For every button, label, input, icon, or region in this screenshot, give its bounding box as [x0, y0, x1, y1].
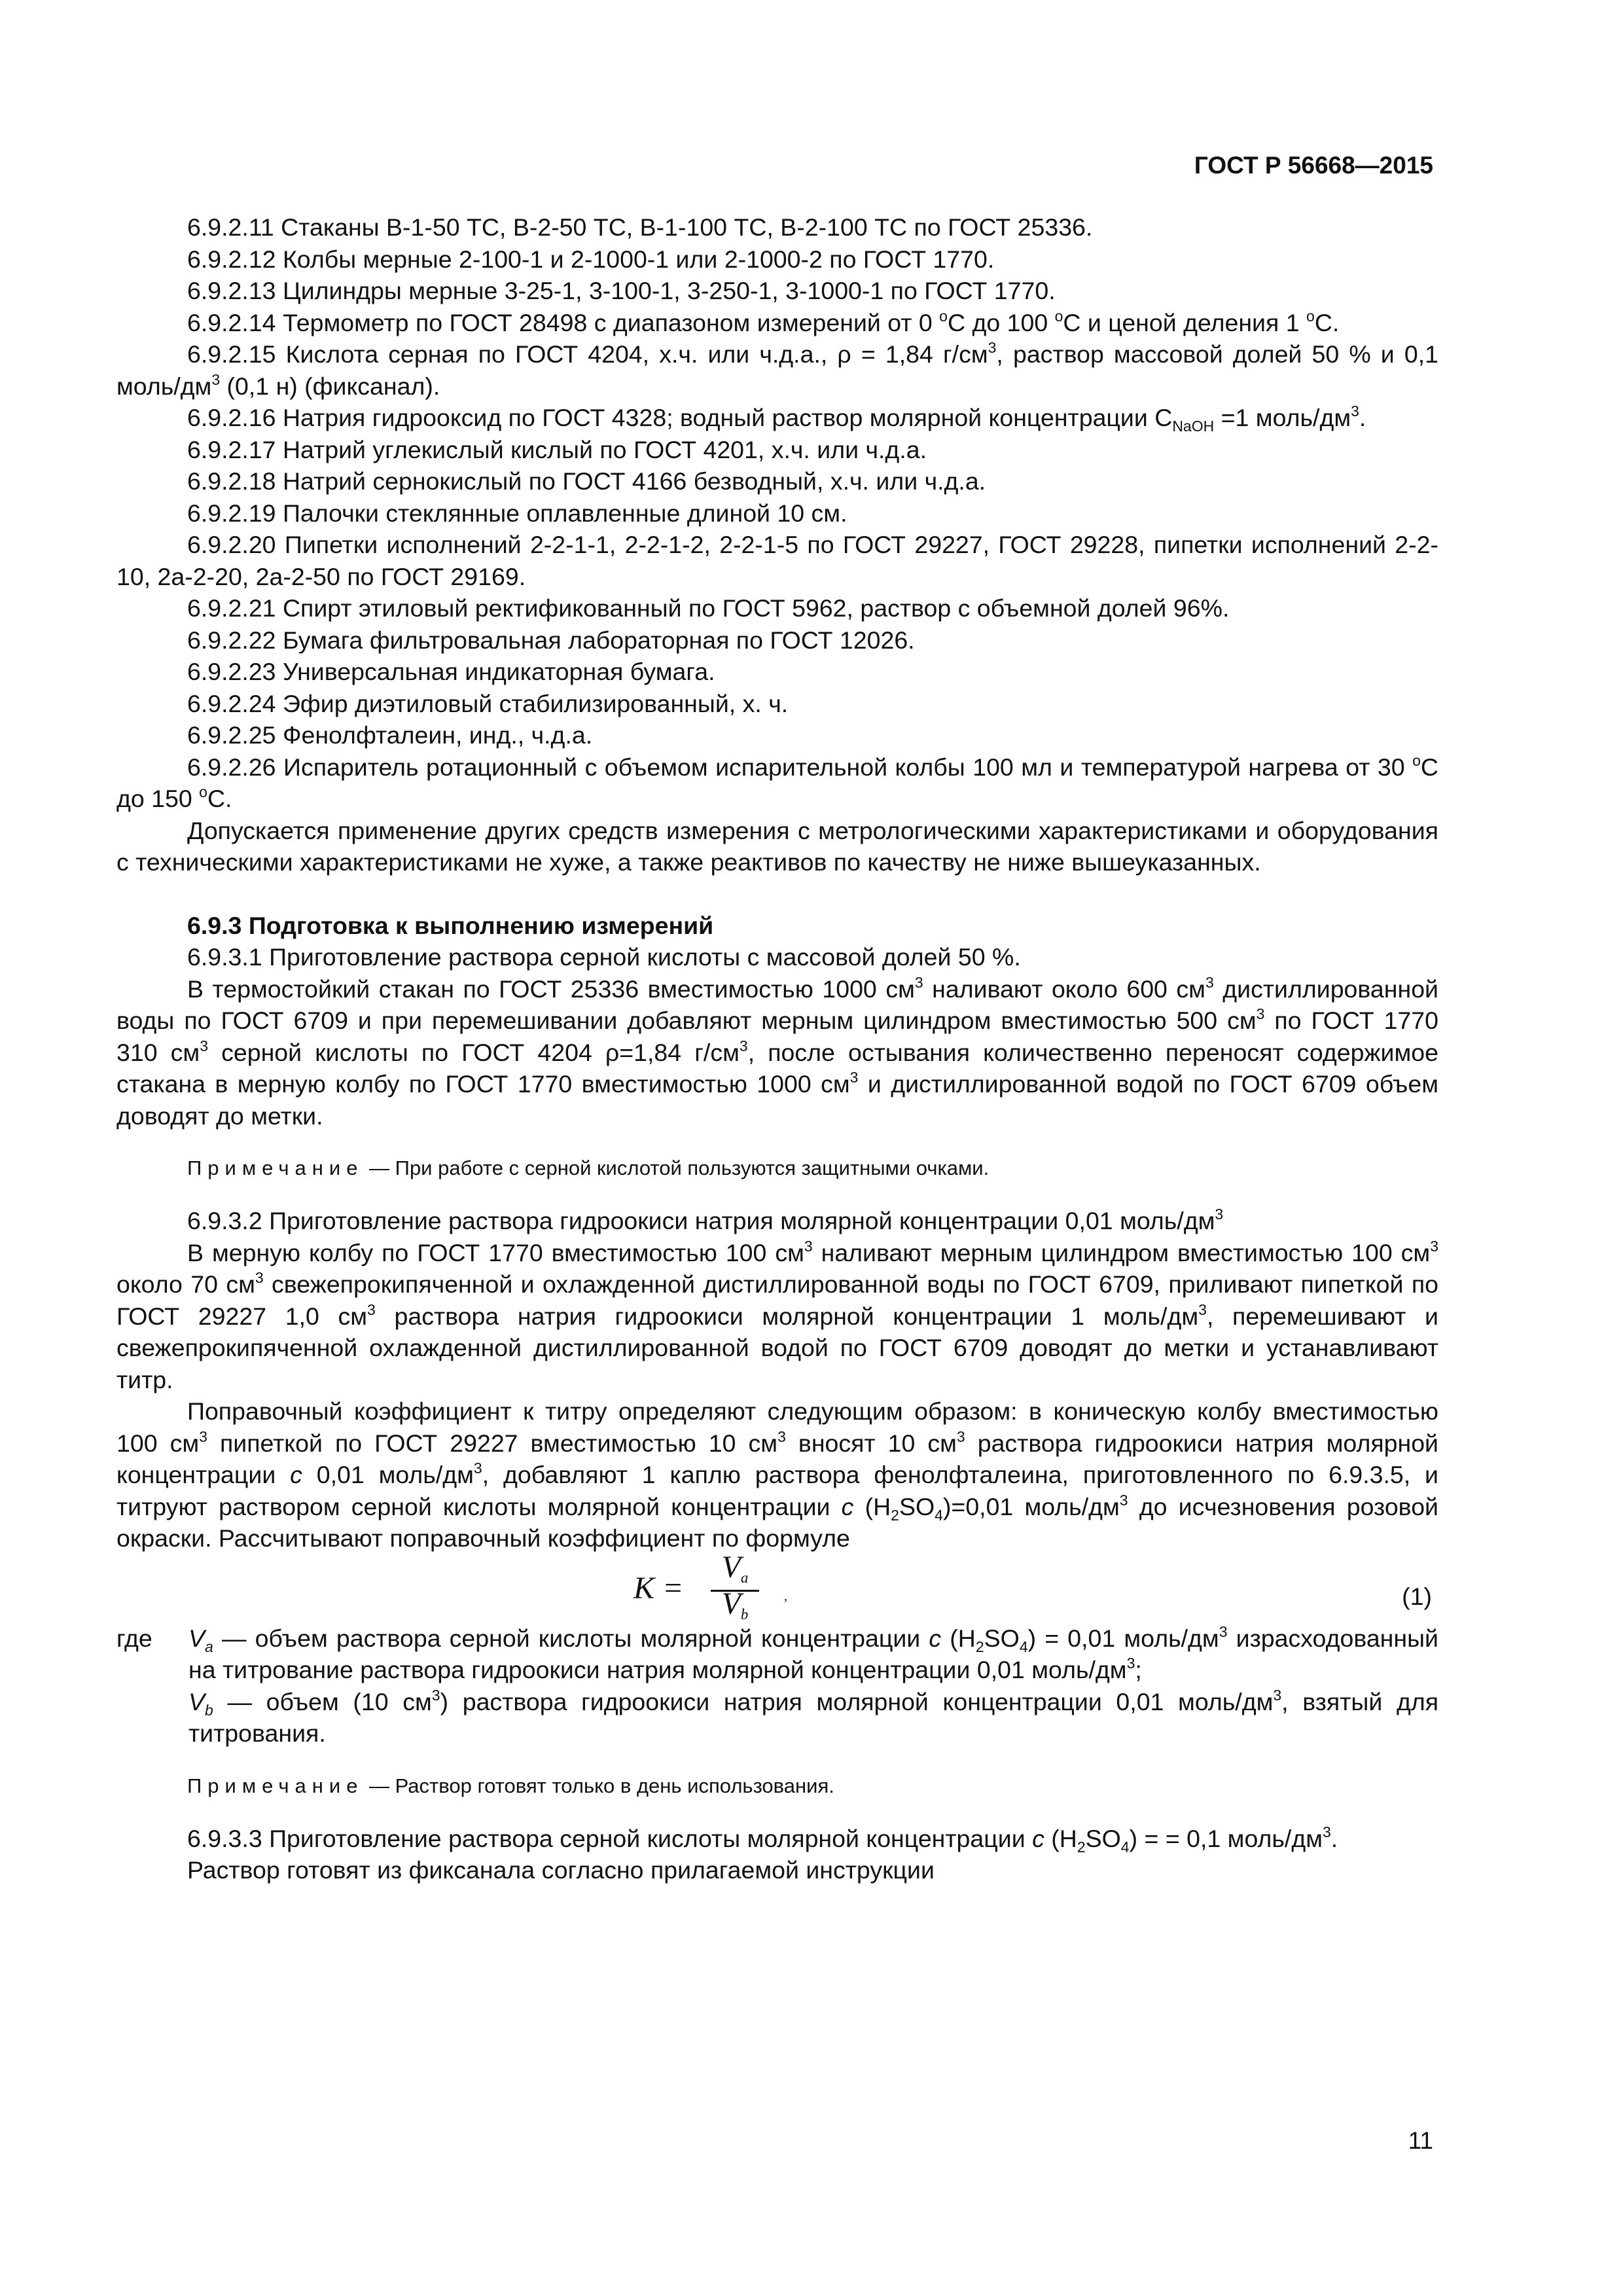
document-body: [116, 211, 1438, 1886]
paragraph-6-9-3-1: 6.9.3.1 Приготовление раствора серной кислоты с массовой долей 50 %.: [187, 943, 1021, 971]
paragraph-fixanal: Раствор готовят из фиксанала согласно прилагаемой инструкции: [187, 1856, 935, 1884]
allowance-paragraph: Допускается применение других средств измерения с метрологическими характеристиками и оборудования с техническими характеристиками не хуже, а также реактивов по качеству не ниже вышеуказанных.: [116, 816, 1438, 876]
formula-explanation: [116, 1623, 1438, 1749]
section-heading: 6.9.3 Подготовка к выполнению измерений: [187, 911, 714, 939]
paragraph-6-9-2-12: 6.9.2.12 Колбы мерные 2-100-1 и 2-1000-1 или 2-1000-2 по ГОСТ 1770.: [187, 245, 995, 273]
paragraph-6-9-2-19: 6.9.2.19 Палочки стеклянные оплавленные длиной 10 см.: [187, 499, 847, 527]
page-number: 11: [1408, 2127, 1433, 2154]
paragraph-6-9-2-22: 6.9.2.22 Бумага фильтровальная лабораторная по ГОСТ 12026.: [187, 626, 915, 654]
where-vb: $V_b$ — объем (10 $см^3$) раствора гидроокиси натрия молярной концентрации 0,01 моль/$дм^3$, взятый для титрования.: [188, 1686, 1439, 1747]
paragraph-6-9-2-18: 6.9.2.18 Натрий сернокислый по ГОСТ 4166 безводный, х.ч. или ч.д.а.: [187, 467, 986, 495]
paragraph-6-9-2-21: 6.9.2.21 Спирт этиловый ректификованный по ГОСТ 5962, раствор с объемной долей 96%.: [187, 594, 1230, 622]
paragraph-correction-factor: Поправочный коэффициент к титру определяют следующим образом: в коническую колбу вместимостью 100 $см^3$ пипеткой по ГОСТ 29227 вместимостью 10 $см^3$ вносят 10 $см^3$ раствора гидроокиси натрия молярной концентрации с 0,01 моль/$дм^3$, добавляют 1 каплю раствора фенолфталеина, приготовленного по 6.9.3.5, и титруют раствором серной кислоты молярной концентрации с $(H_2SO_4)=0,01$ моль/$дм^3$ до исчезновения розовой окраски. Рассчитывают поправочный коэффициент по формуле: [116, 1397, 1439, 1552]
paragraph-6-9-2-16: 6.9.2.16 Натрия гидрооксид по ГОСТ 4328; водный раствор молярной концентрации $С_{NaOH} =1$ моль/$дм^3$.: [187, 403, 1366, 435]
paragraph-6-9-2-14: 6.9.2.14 Термометр по ГОСТ 28498 с диапазоном измерений от 0 $^о$С до 100 $^о$С и ценой деления 1 $^о$С.: [187, 307, 1340, 336]
paragraph-6-9-2-20: 6.9.2.20 Пипетки исполнений 2-2-1-1, 2-2-1-2, 2-2-1-5 по ГОСТ 29227, ГОСТ 29228, пипетки исполнений 2-2-10, 2а-2-20, 2а-2-50 по ГОСТ 29169.: [116, 531, 1438, 590]
formula-denominator: $V_b$: [721, 1586, 749, 1623]
paragraph-6-9-2-24: 6.9.2.24 Эфир диэтиловый стабилизированный, х. ч.: [187, 689, 789, 717]
paragraph-6-9-2-11: 6.9.2.11 Стаканы В-1-50 ТС, В-2-50 ТС, В-1-100 ТС, В-2-100 ТС по ГОСТ 25336.: [187, 213, 1093, 241]
formula-number: (1): [1402, 1582, 1432, 1610]
paragraph-6-9-3-2: 6.9.3.2 Приготовление раствора гидроокиси натрия молярной концентрации 0,01 моль/$дм^3$: [187, 1206, 1224, 1234]
formula-1: [116, 1549, 1438, 1623]
standard-header: ГОСТ Р 56668—2015: [1194, 152, 1433, 179]
paragraph-6-9-2-23: 6.9.2.23 Универсальная индикаторная бумага.: [187, 658, 715, 685]
paragraph-6-9-2-13: 6.9.2.13 Цилиндры мерные 3-25-1, 3-100-1, 3-250-1, 3-1000-1 по ГОСТ 1770.: [187, 277, 1056, 304]
paragraph-naoh-preparation: В мерную колбу по ГОСТ 1770 вместимостью 100 $см^3$ наливают мерным цилиндром вместимостью 100 $см^3$ около 70 $см^3$ свежепрокипяченной и охлажденной дистиллированной воды по ГОСТ 6709, приливают пипеткой по ГОСТ 29227 1,0 $см^3$ раствора натрия гидроокиси молярной концентрации 1 моль/$дм^3$, перемешивают и свежепрокипяченной охлажденной дистиллированной водой по ГОСТ 6709 доводят до метки и устанавливают титр.: [116, 1237, 1439, 1393]
note-same-day: Примечание — Раствор готовят только в день использования.: [187, 1774, 834, 1797]
note-safety: Примечание — При работе с серной кислотой пользуются защитными очками.: [187, 1157, 990, 1179]
paragraph-6-9-2-26: 6.9.2.26 Испаритель ротационный с объемом испарительной колбы 100 мл и температурой нагрева от 30 $^о$С до 150 $^о$С.: [116, 751, 1438, 812]
formula-expression: K = $V_a$ $V_b$ ,: [633, 1549, 787, 1623]
paragraph-6-9-2-15: 6.9.2.15 Кислота серная по ГОСТ 4204, х.ч. или ч.д.а., ρ = 1,84 $г/см^3$, раствор массовой долей 50 % и 0,1 моль/$дм^3$ (0,1 н) (фиксанал).: [116, 339, 1438, 400]
paragraph-6-9-2-25: 6.9.2.25 Фенолфталеин, инд., ч.д.а.: [187, 721, 593, 749]
formula-numerator: $V_a$: [721, 1549, 749, 1586]
paragraph-6-9-2-17: 6.9.2.17 Натрий углекислый кислый по ГОСТ 4201, х.ч. или ч.д.а.: [187, 435, 927, 463]
where-va: $V_a$ — объем раствора серной кислоты молярной концентрации с $(H_2SO_4) = 0,01$ моль/$дм^3$ израсходованный на титрование раствора гидроокиси натрия молярной концентрации 0,01 моль/$дм^3$;: [188, 1623, 1439, 1683]
paragraph-sulfuric-preparation: В термостойкий стакан по ГОСТ 25336 вместимостью 1000 $см^3$ наливают около 600 $см^3$ дистиллированной воды по ГОСТ 6709 и при перемешивании добавляют мерным цилиндром вместимостью 500 $см^3$ по ГОСТ 1770 310 $см^3$ серной кислоты по ГОСТ 4204 ρ=1,84 $г/см^3$, после остывания количественно переносят содержимое стакана в мерную колбу по ГОСТ 1770 вместимостью 1000 $см^3$ и дистиллированной водой по ГОСТ 6709 объем доводят до метки.: [116, 973, 1439, 1130]
paragraph-6-9-3-3: 6.9.3.3 Приготовление раствора серной кислоты молярной концентрации с $(H_2SO_4)$ = = 0,1 моль/$дм^3$.: [187, 1823, 1338, 1856]
where-label: где: [116, 1624, 152, 1652]
